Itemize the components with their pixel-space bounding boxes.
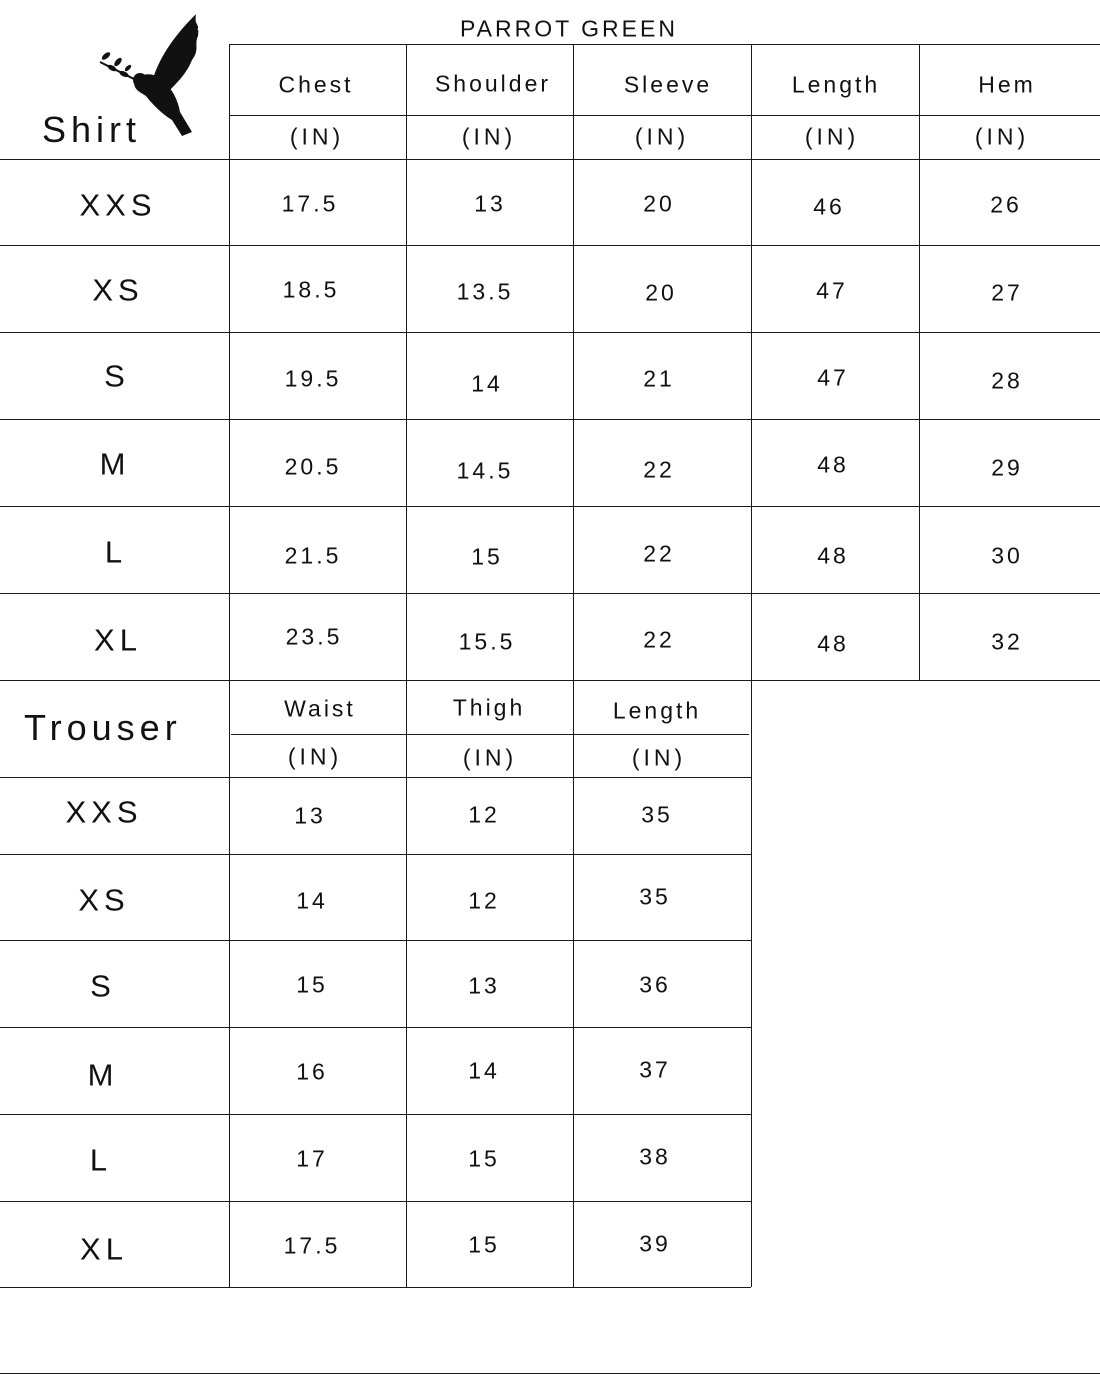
grid-line [0,506,1100,507]
trouser-cell: 15 [468,1231,500,1258]
shirt-cell: 32 [991,628,1023,655]
trouser-size-label: XS [78,882,130,918]
trouser-section-label: Trouser [24,707,182,748]
grid-line [229,680,230,1287]
shirt-col-length: Length [791,71,881,98]
shirt-cell: 48 [817,630,849,657]
trouser-cell: 13 [468,972,500,999]
grid-line [406,680,407,1287]
grid-line [231,734,749,735]
grid-line [0,593,1100,594]
grid-line [229,44,1100,45]
trouser-cell: 38 [639,1143,671,1170]
grid-line [0,940,751,941]
shirt-cell: 48 [817,542,849,569]
trouser-cell: 12 [468,887,500,914]
shirt-cell: 30 [991,542,1023,569]
shirt-unit-length: (IN) [804,123,860,150]
trouser-cell: 17.5 [283,1232,341,1259]
trouser-cell: 13 [294,802,326,829]
trouser-unit-length: (IN) [631,744,687,771]
trouser-cell: 12 [468,801,500,828]
grid-line [0,1287,751,1288]
shirt-cell: 20 [645,279,677,306]
grid-line [0,1114,751,1115]
shirt-section-label: Shirt [42,109,142,150]
shirt-cell: 46 [813,193,845,220]
grid-line [229,115,1100,116]
trouser-col-length: Length [612,697,702,724]
trouser-unit-thigh: (IN) [462,744,518,771]
shirt-col-sleeve: Sleeve [623,71,713,98]
shirt-cell: 48 [817,451,849,478]
trouser-cell: 16 [296,1058,328,1085]
grid-line [0,680,1100,681]
shirt-unit-chest: (IN) [289,123,345,150]
shirt-size-label: M [99,446,131,482]
shirt-col-shoulder: Shoulder [434,70,552,97]
shirt-cell: 14 [471,370,503,397]
shirt-cell: 29 [991,454,1023,481]
shirt-cell: 26 [990,191,1022,218]
grid-line [0,1201,751,1202]
shirt-cell: 15.5 [458,628,516,655]
shirt-cell: 20 [643,190,675,217]
grid-line [0,777,751,778]
shirt-cell: 47 [816,277,848,304]
shirt-cell: 22 [643,626,675,653]
shirt-unit-sleeve: (IN) [634,123,690,150]
shirt-size-label: XS [92,272,144,308]
trouser-size-label: XXS [65,794,143,830]
grid-line [919,44,920,680]
grid-line [0,245,1100,246]
trouser-cell: 39 [639,1230,671,1257]
shirt-cell: 23.5 [285,623,343,650]
shirt-size-label: XXS [79,187,157,223]
trouser-cell: 37 [639,1056,671,1083]
trouser-unit-waist: (IN) [287,743,343,770]
chart-title: PARROT GREEN [460,15,678,42]
page-bottom-line [0,1373,1100,1374]
trouser-cell: 35 [641,801,673,828]
shirt-cell: 22 [643,540,675,567]
shirt-size-label: S [104,358,130,394]
grid-line [406,44,407,680]
shirt-unit-shoulder: (IN) [461,123,517,150]
shirt-cell: 22 [643,456,675,483]
shirt-cell: 21.5 [284,542,342,569]
shirt-cell: 20.5 [284,453,342,480]
trouser-cell: 14 [296,887,328,914]
shirt-cell: 47 [817,364,849,391]
trouser-cell: 15 [296,971,328,998]
grid-line [0,854,751,855]
grid-line [229,44,230,680]
shirt-cell: 27 [991,279,1023,306]
grid-line [0,159,1100,160]
grid-line [751,44,752,680]
shirt-cell: 28 [991,367,1023,394]
shirt-cell: 13 [474,190,506,217]
grid-line [0,332,1100,333]
shirt-cell: 13.5 [456,278,514,305]
shirt-cell: 15 [471,543,503,570]
grid-line [0,1027,751,1028]
shirt-cell: 17.5 [281,190,339,217]
grid-line [751,680,752,1287]
trouser-col-thigh: Thigh [452,694,526,721]
shirt-cell: 21 [643,365,675,392]
grid-line [0,419,1100,420]
trouser-cell: 35 [639,883,671,910]
shirt-col-hem: Hem [978,71,1036,98]
shirt-size-label: XL [94,622,142,658]
trouser-size-label: M [87,1057,119,1093]
trouser-cell: 15 [468,1145,500,1172]
shirt-cell: 14.5 [456,457,514,484]
trouser-size-label: XL [80,1231,128,1267]
grid-line [573,44,574,680]
trouser-size-label: L [89,1142,113,1178]
grid-line [573,680,574,1287]
shirt-cell: 19.5 [284,365,342,392]
shirt-cell: 18.5 [282,276,340,303]
shirt-unit-hem: (IN) [974,123,1030,150]
trouser-col-waist: Waist [284,695,356,722]
trouser-cell: 14 [468,1057,500,1084]
trouser-size-label: S [90,968,116,1004]
shirt-col-chest: Chest [278,71,354,98]
trouser-cell: 36 [639,971,671,998]
shirt-size-label: L [104,534,128,570]
trouser-cell: 17 [296,1145,328,1172]
